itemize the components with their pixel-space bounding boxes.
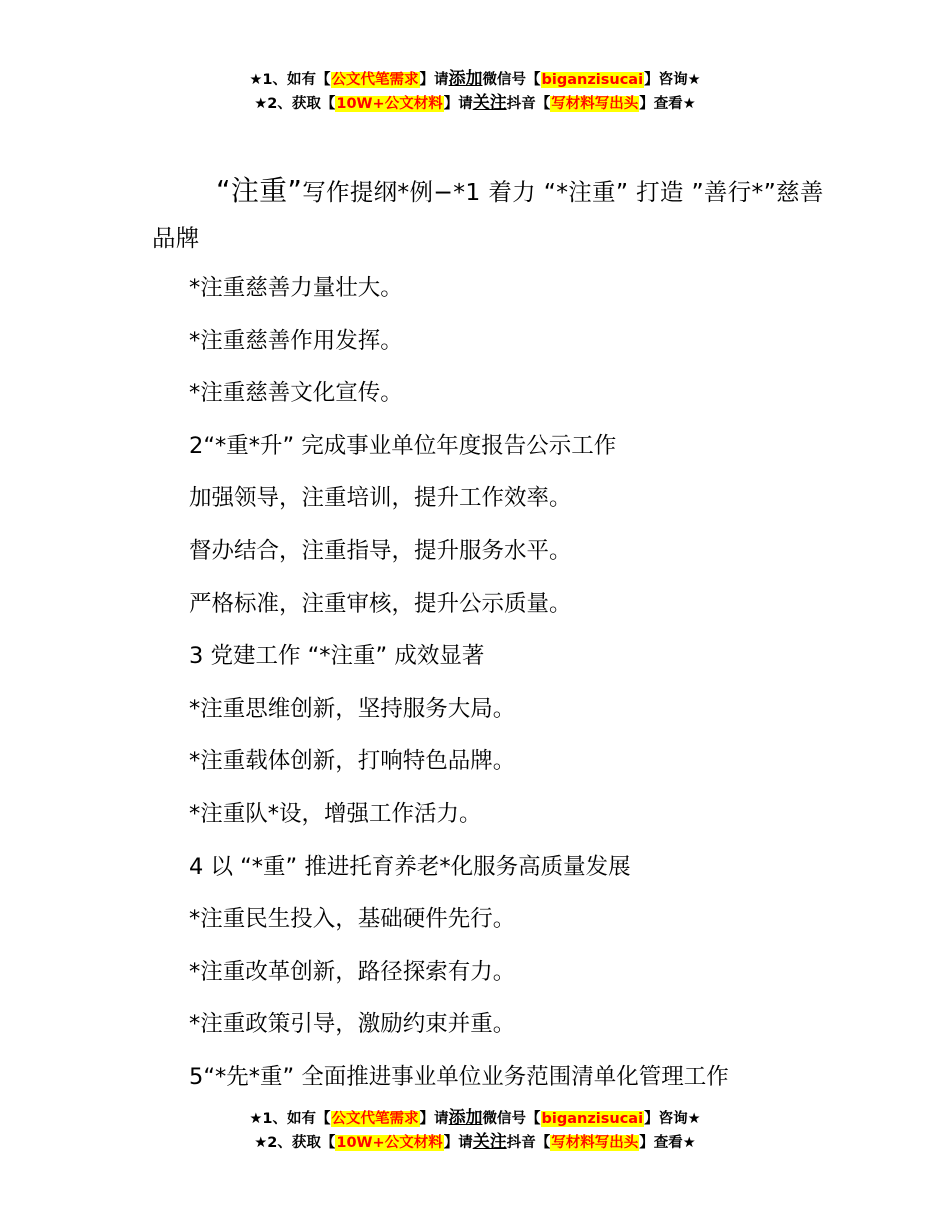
highlight-ghostwriting: 公文代笔需求 bbox=[331, 1111, 419, 1127]
emphasis-add: 添加 bbox=[448, 69, 483, 89]
banner-line-2: ★2、获取【10W+公文材料】请关注抖音【写材料写出头】查看★ bbox=[254, 93, 696, 113]
outline-line: 严格标准，注重审核，提升公示质量。 bbox=[189, 590, 572, 617]
banner-line-1: ★1、如有【公文代笔需求】请添加微信号【biganzisucai】咨询★ bbox=[249, 1108, 701, 1128]
outline-line: *注重慈善作用发挥。 bbox=[189, 327, 403, 354]
highlight-wechat-id: biganzisucai bbox=[541, 1111, 644, 1127]
outline-line: *注重慈善文化宣传。 bbox=[189, 380, 403, 407]
banner-line-2: ★2、获取【10W+公文材料】请关注抖音【写材料写出头】查看★ bbox=[254, 1132, 696, 1152]
outline-line: *注重政策引导，激励约束并重。 bbox=[189, 1011, 516, 1038]
outline-line: 加强领导，注重培训，提升工作效率。 bbox=[189, 485, 572, 512]
section-heading: 4 以 “*重” 推进托育养老*化服务高质量发展 bbox=[189, 853, 631, 880]
section-heading: 3 党建工作 “*注重” 成效显著 bbox=[189, 643, 485, 670]
emphasis-add: 添加 bbox=[448, 1108, 483, 1128]
outline-line: *注重载体创新，打响特色品牌。 bbox=[189, 748, 516, 775]
section-heading: 2“*重*升” 完成事业单位年度报告公示工作 bbox=[189, 432, 617, 459]
section-heading: 5“*先*重” 全面推进事业单位业务范围清单化管理工作 bbox=[189, 1063, 729, 1090]
outline-line: *注重队*设，增强工作活力。 bbox=[189, 800, 482, 827]
outline-body bbox=[189, 268, 889, 1110]
highlight-materials: 10W+公文材料 bbox=[336, 1135, 443, 1151]
emphasis-follow: 关注 bbox=[472, 1132, 507, 1152]
highlight-douyin: 写材料写出头 bbox=[551, 1135, 639, 1151]
outline-line: *注重改革创新，路径探索有力。 bbox=[189, 958, 516, 985]
outline-line: *注重慈善力量壮大。 bbox=[189, 275, 403, 301]
outline-line: *注重民生投入，基础硬件先行。 bbox=[189, 906, 516, 933]
footer-banner bbox=[0, 1107, 950, 1155]
emphasis-follow: 关注 bbox=[472, 93, 507, 113]
document-title: “注重”写作提纲*例−*1 着力 “*注重” 打造 ”善行*”慈善品牌 bbox=[152, 174, 824, 252]
outline-line: 督办结合，注重指导，提升服务水平。 bbox=[189, 537, 572, 564]
highlight-wechat-id: biganzisucai bbox=[541, 72, 644, 88]
highlight-douyin: 写材料写出头 bbox=[551, 96, 639, 112]
highlight-ghostwriting: 公文代笔需求 bbox=[331, 72, 419, 88]
highlight-materials: 10W+公文材料 bbox=[336, 96, 443, 112]
banner-line-1: ★1、如有【公文代笔需求】请添加微信号【biganzisucai】咨询★ bbox=[249, 69, 701, 89]
outline-line: *注重思维创新，坚持服务大局。 bbox=[189, 695, 516, 722]
header-banner bbox=[0, 68, 950, 116]
